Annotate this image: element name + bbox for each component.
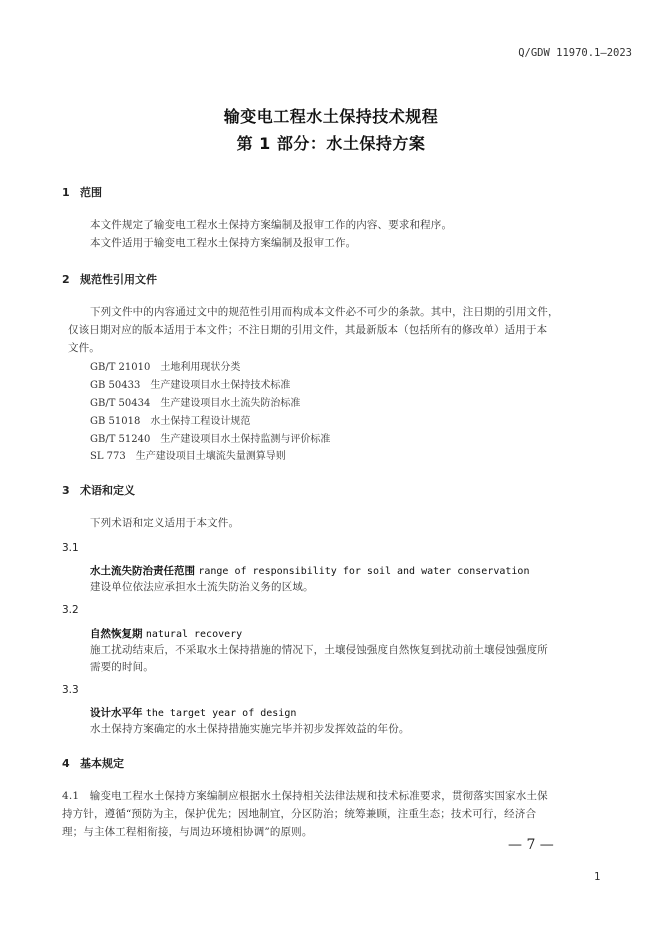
standard-number: Q/GDW 11970.1—2023	[518, 47, 632, 59]
term-definition: 需要的时间。	[90, 661, 154, 673]
reference-item: GB/T 21010 土地利用现状分类	[90, 362, 241, 373]
term-heading	[90, 626, 242, 641]
paragraph-line: 文件。	[68, 342, 100, 354]
section-title: 规范性引用文件	[80, 273, 157, 286]
reference-item: GB 51018 水土保持工程设计规范	[90, 416, 251, 427]
section-title: 范围	[80, 186, 102, 199]
section-title: 基本规定	[80, 757, 124, 770]
term-heading	[90, 705, 296, 720]
term-chinese: 设计水平年	[90, 707, 143, 719]
section-number: 1	[62, 186, 70, 199]
page-mark: — 7 —	[508, 837, 554, 853]
reference-item: SL 773 生产建设项目土壤流失量测算导则	[90, 451, 286, 462]
paragraph-line: 持方针，遵循“预防为主，保护优先；因地制宜，分区防治；统筹兼顾，注重生态；技术可行，经济合	[62, 808, 537, 820]
reference-item: GB 50433 生产建设项目水土保持技术标准	[90, 380, 291, 391]
term-english: range of responsibility for soil and water conservation	[198, 566, 530, 577]
term-heading	[90, 563, 529, 578]
document-title: 输变电工程水土保持技术规程	[223, 107, 439, 126]
section-number: 2	[62, 273, 70, 286]
section-2-heading	[62, 271, 157, 287]
term-english: the target year of design	[145, 708, 297, 719]
paragraph: 本文件适用于输变电工程水土保持方案编制及报审工作。	[90, 237, 357, 249]
section-1-heading	[62, 184, 102, 200]
section-number: 4	[62, 757, 70, 770]
term-definition: 施工扰动结束后，不采取水土保持措施的情况下，土壤侵蚀强度自然恢复到扰动前土壤侵蚀强度所	[90, 644, 548, 656]
paragraph: 本文件规定了输变电工程水土保持方案编制及报审工作的内容、要求和程序。	[90, 219, 453, 231]
term-number: 3.2	[62, 604, 79, 616]
page-number: 1	[594, 871, 601, 883]
paragraph-line: 仅该日期对应的版本适用于本文件；不注日期的引用文件，其最新版本（包括所有的修改单）适用于本	[68, 324, 548, 336]
section-title: 术语和定义	[80, 484, 135, 497]
section-number: 3	[62, 484, 70, 497]
paragraph-line: 理；与主体工程相衔接，与周边环境相协调”的原则。	[62, 826, 313, 838]
section-4-heading	[62, 755, 124, 771]
paragraph-line: 下列文件中的内容通过文中的规范性引用而构成本文件必不可少的条款。其中，注日期的引用文件，	[90, 306, 559, 318]
reference-item: GB/T 50434 生产建设项目水土流失防治标准	[90, 398, 301, 409]
term-chinese: 水土流失防治责任范围	[90, 565, 195, 577]
term-number: 3.3	[62, 684, 79, 696]
term-definition: 水土保持方案确定的水土保持措施实施完毕并初步发挥效益的年份。	[90, 723, 410, 735]
term-definition: 建设单位依法应承担水土流失防治义务的区域。	[90, 581, 314, 593]
term-number: 3.1	[62, 542, 79, 554]
reference-item: GB/T 51240 生产建设项目水土保持监测与评价标准	[90, 434, 331, 445]
term-english: natural recovery	[145, 629, 243, 640]
section-3-heading	[62, 482, 135, 498]
paragraph: 下列术语和定义适用于本文件。	[90, 517, 240, 529]
document-subtitle: 第 1 部分：水土保持方案	[236, 134, 426, 153]
paragraph-line: 4.1 输变电工程水土保持方案编制应根据水土保持相关法律法规和技术标准要求，贯彻落实国家水土保	[62, 790, 548, 802]
term-chinese: 自然恢复期	[90, 628, 143, 640]
